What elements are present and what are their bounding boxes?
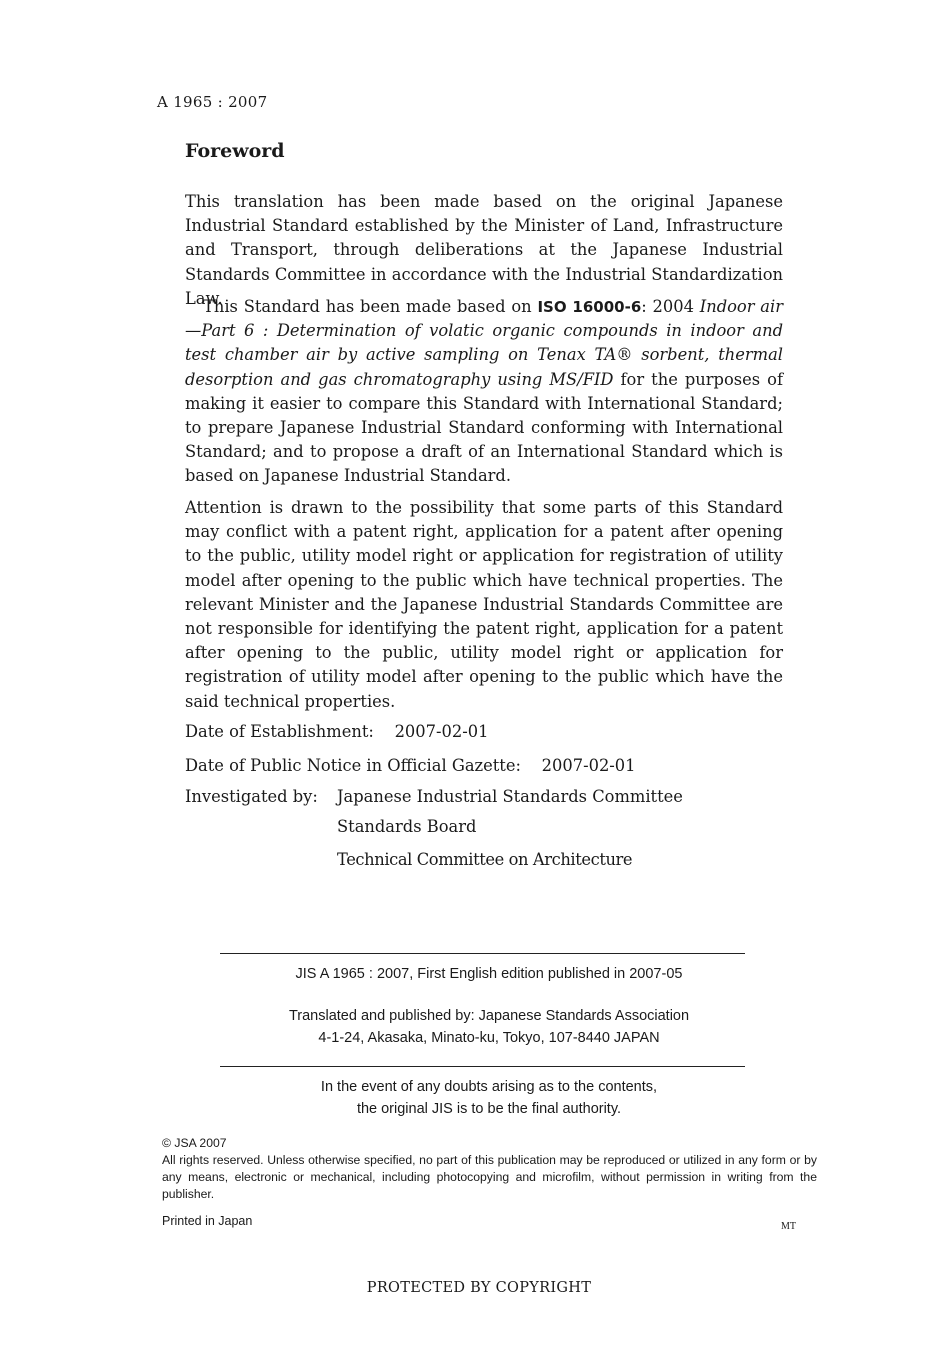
investigated-label: Investigated by:: [185, 787, 318, 806]
foreword-title: Foreword: [185, 140, 285, 162]
investigator-jisc: Japanese Industrial Standards Committee: [337, 787, 683, 806]
divider-top: [220, 953, 745, 954]
doubt-line-2: the original JIS is to be the final authority.: [356, 1100, 622, 1117]
foreword-paragraph-1: This translation has been made based on the original Japanese Industrial Standard established by the Minister of Land, Infrastructure and Transport, through deliberations at the Japanese Industrial Standards Committee in accordance with the Industrial Standardization Law.: [185, 192, 783, 308]
date-of-establishment: [185, 722, 488, 741]
authority-notice: [220, 1077, 758, 1120]
publisher-address: 4-1-24, Akasaka, Minato-ku, Tokyo, 107-8440 JAPAN: [318, 1029, 660, 1046]
doubt-line-1: In the event of any doubts arising as to the contents,: [320, 1079, 658, 1095]
publisher-block: [220, 1006, 758, 1049]
iso-title: Indoor air —Part 6 : Determination of volatic organic compounds in indoor and test chamber air by active sampling on Tenax TA® sorbent, thermal desorption and gas chromatography using MS/FID: [185, 297, 783, 389]
notice-label: Date of Public Notice in Official Gazette:: [185, 756, 521, 775]
foreword-paragraph-3: Attention is drawn to the possibility that some parts of this Standard may conflict with a patent right, application for a patent after opening to the public, utility model right or application for registration of utility model after opening to the public which have technical properties. The relevant Minister and the Japanese Industrial Standards Committee are not responsible for identifying the patent right, application for a patent after opening to the public, utility model right or application for registration of utility model after opening to the public which have the said technical properties.: [185, 498, 783, 711]
para2-start: This Standard has been made based on: [203, 297, 538, 316]
document-id: A 1965 : 2007: [157, 93, 268, 111]
date-of-public-notice: [185, 756, 636, 775]
establishment-label: Date of Establishment:: [185, 722, 374, 741]
para2-year: : 2004: [641, 297, 700, 316]
edition-statement: JIS A 1965 : 2007, First English edition published in 2007-05: [295, 966, 683, 982]
rights-statement: All rights reserved. Unless otherwise specified, no part of this publication may be reproduced or utilized in any form or by any means, electronic or mechanical, including photocopying and microfilm, without permission in writing from the publisher.: [162, 1153, 817, 1202]
notice-value: 2007-02-01: [541, 756, 636, 775]
copyright-owner: © JSA 2007: [162, 1136, 227, 1150]
publisher-line-1: Translated and published by: Japanese Standards Association: [288, 1008, 690, 1024]
investigator-committee: Technical Committee on Architecture: [337, 850, 633, 869]
iso-reference: ISO 16000-6: [537, 298, 642, 316]
printer-code: MT: [781, 1221, 796, 1232]
establishment-value: 2007-02-01: [394, 722, 489, 741]
investigator-board: Standards Board: [337, 817, 477, 836]
copyright-footer: PROTECTED BY COPYRIGHT: [366, 1280, 592, 1296]
printed-in: Printed in Japan: [162, 1214, 253, 1228]
divider-bottom: [220, 1066, 745, 1067]
para2-end: for the purposes of making it easier to compare this Standard with International Standard; to prepare Japanese Industrial Standard conforming with International Standard; and to propose a draft of an International Standard which is based on Japanese Industrial Standard.: [185, 369, 783, 486]
foreword-paragraph-2: [185, 295, 783, 489]
